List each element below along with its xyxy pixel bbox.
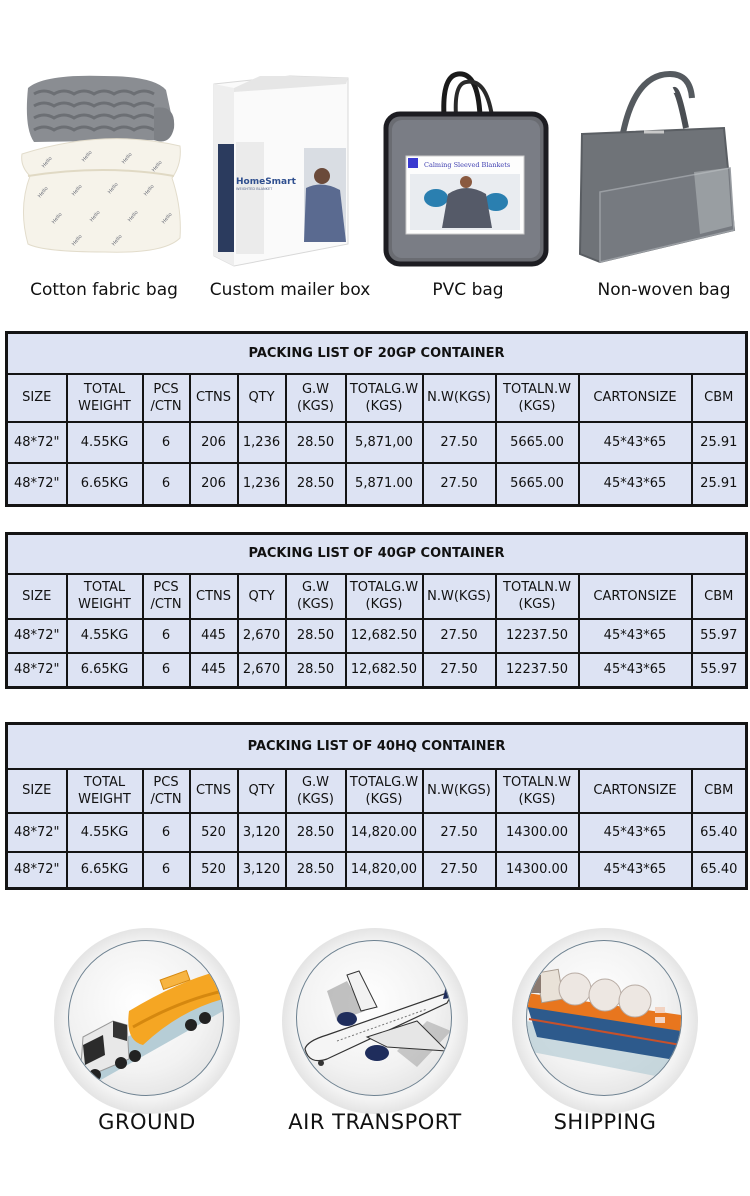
column-header: CBM [692,769,747,813]
packaging-option-non-woven-bag [574,68,750,308]
packing-table-40hq [5,722,748,890]
cell: 6.65KG [67,852,143,889]
transport-label: GROUND [98,1110,196,1134]
table-header-row [7,374,747,422]
cell: 5,871.00 [346,463,423,506]
cell: 5,871,00 [346,422,423,463]
column-header: CTNS [190,374,238,422]
table-header-row [7,574,747,619]
column-header: QTY [238,374,286,422]
cell: 27.50 [423,619,496,653]
cell: 45*43*65 [579,813,692,852]
packaging-label: Non-woven bag [597,280,731,300]
transport-shipping [512,928,698,1138]
airplane-icon [296,940,452,1096]
cell: 28.50 [286,619,346,653]
svg-text:Hello: Hello [150,159,164,174]
table-title-row [7,333,747,374]
table-row [7,463,747,506]
cell: 445 [190,619,238,653]
packing-table-20gp [5,331,748,507]
column-header: TOTALN.W (KGS) [496,574,579,619]
column-header: G.W (KGS) [286,769,346,813]
cell: 6 [143,463,190,506]
column-header: CTNS [190,769,238,813]
cell: 3,120 [238,852,286,889]
column-header: N.W(KGS) [423,769,496,813]
column-header: TOTALG.W (KGS) [346,769,423,813]
column-header: TOTAL WEIGHT [67,374,143,422]
column-header: SIZE [7,374,67,422]
column-header: CARTONSIZE [579,574,692,619]
column-header: QTY [238,574,286,619]
packing-table-40gp [5,532,748,689]
cell: 48*72" [7,619,67,653]
table-title: PACKING LIST OF 40GP CONTAINER [7,534,747,574]
cell: 27.50 [423,852,496,889]
cell: 14300.00 [496,852,579,889]
cell: 14,820.00 [346,813,423,852]
column-header: PCS /CTN [143,769,190,813]
mailer-box-image [200,68,380,268]
cell: 48*72" [7,653,67,688]
cell: 55.97 [692,619,747,653]
cell: 45*43*65 [579,653,692,688]
cell: 6 [143,619,190,653]
cell: 27.50 [423,422,496,463]
transport-air [282,928,468,1138]
cell: 45*43*65 [579,422,692,463]
column-header: PCS /CTN [143,574,190,619]
column-header: SIZE [7,574,67,619]
cell: 28.50 [286,653,346,688]
cell: 27.50 [423,813,496,852]
column-header: N.W(KGS) [423,574,496,619]
packaging-label: Custom mailer box [209,280,371,300]
packaging-option-cotton-bag [14,68,194,308]
cell: 48*72" [7,463,67,506]
column-header: CTNS [190,574,238,619]
cell: 445 [190,653,238,688]
svg-text:Hello: Hello [70,183,84,198]
cargo-ship-icon [526,940,682,1096]
packaging-label: Cotton fabric bag [30,280,178,300]
svg-text:Hello: Hello [110,233,124,248]
table-title-row [7,534,747,574]
column-header: CARTONSIZE [579,374,692,422]
table-row [7,813,747,852]
cell: 6.65KG [67,463,143,506]
table-row [7,422,747,463]
svg-text:Hello: Hello [70,233,84,248]
column-header: G.W (KGS) [286,574,346,619]
column-header: TOTALN.W (KGS) [496,769,579,813]
cell: 65.40 [692,852,747,889]
cell: 5665.00 [496,422,579,463]
cell: 28.50 [286,852,346,889]
cell: 1,236 [238,463,286,506]
cell: 28.50 [286,422,346,463]
cell: 48*72" [7,852,67,889]
cell: 55.97 [692,653,747,688]
column-header: CBM [692,374,747,422]
cell: 520 [190,813,238,852]
svg-text:Calming Sleeved Blankets: Calming Sleeved Blankets [424,161,511,169]
non-woven-bag-image [574,68,750,268]
cell: 4.55KG [67,813,143,852]
cell: 5665.00 [496,463,579,506]
cell: 520 [190,852,238,889]
table-title: PACKING LIST OF 40HQ CONTAINER [7,724,747,769]
cell: 12237.50 [496,619,579,653]
cell: 25.91 [692,463,747,506]
cell: 14300.00 [496,813,579,852]
column-header: CBM [692,574,747,619]
cell: 4.55KG [67,619,143,653]
table-row [7,619,747,653]
packaging-label: PVC bag [432,280,504,300]
packaging-option-pvc-bag [378,68,558,308]
cell: 48*72" [7,813,67,852]
column-header: SIZE [7,769,67,813]
column-header: QTY [238,769,286,813]
svg-text:Hello: Hello [36,185,50,200]
transport-ground [54,928,240,1138]
column-header: TOTALG.W (KGS) [346,574,423,619]
column-header: TOTAL WEIGHT [67,574,143,619]
cell: 206 [190,463,238,506]
svg-text:Hello: Hello [126,209,140,224]
column-header: TOTALN.W (KGS) [496,374,579,422]
svg-text:Hello: Hello [120,151,134,166]
table-row [7,852,747,889]
cell: 45*43*65 [579,463,692,506]
cell: 27.50 [423,653,496,688]
cell: 6.65KG [67,653,143,688]
svg-text:Hello: Hello [142,183,156,198]
table-row [7,653,747,688]
cell: 48*72" [7,422,67,463]
svg-text:Hello: Hello [106,181,120,196]
svg-text:Hello: Hello [40,155,54,170]
tanker-truck-icon [68,940,224,1096]
transport-label: SHIPPING [553,1110,657,1134]
cell: 12,682.50 [346,619,423,653]
cell: 12237.50 [496,653,579,688]
cell: 2,670 [238,653,286,688]
packaging-option-mailer-box [200,68,380,308]
cell: 6 [143,813,190,852]
column-header: PCS /CTN [143,374,190,422]
cell: 12,682.50 [346,653,423,688]
table-header-row [7,769,747,813]
cell: 14,820,00 [346,852,423,889]
cell: 45*43*65 [579,852,692,889]
column-header: TOTALG.W (KGS) [346,374,423,422]
svg-text:HomeSmart: HomeSmart [236,177,296,187]
pvc-bag-image [378,68,558,268]
svg-text:Hello: Hello [88,209,102,224]
column-header: TOTAL WEIGHT [67,769,143,813]
cell: 4.55KG [67,422,143,463]
svg-text:WEIGHTED BLANKET: WEIGHTED BLANKET [236,187,273,191]
column-header: G.W (KGS) [286,374,346,422]
cell: 6 [143,852,190,889]
cell: 28.50 [286,813,346,852]
cell: 2,670 [238,619,286,653]
cotton-bag-image [14,68,194,268]
cell: 1,236 [238,422,286,463]
transport-label: AIR TRANSPORT [288,1110,462,1134]
cell: 28.50 [286,463,346,506]
cell: 6 [143,653,190,688]
cell: 27.50 [423,463,496,506]
cell: 206 [190,422,238,463]
cell: 65.40 [692,813,747,852]
cell: 3,120 [238,813,286,852]
svg-text:Hello: Hello [50,211,64,226]
cell: 25.91 [692,422,747,463]
svg-text:Hello: Hello [80,149,94,164]
cell: 45*43*65 [579,619,692,653]
column-header: N.W(KGS) [423,374,496,422]
column-header: CARTONSIZE [579,769,692,813]
table-title: PACKING LIST OF 20GP CONTAINER [7,333,747,374]
svg-text:Hello: Hello [160,211,174,226]
table-title-row [7,724,747,769]
cell: 6 [143,422,190,463]
